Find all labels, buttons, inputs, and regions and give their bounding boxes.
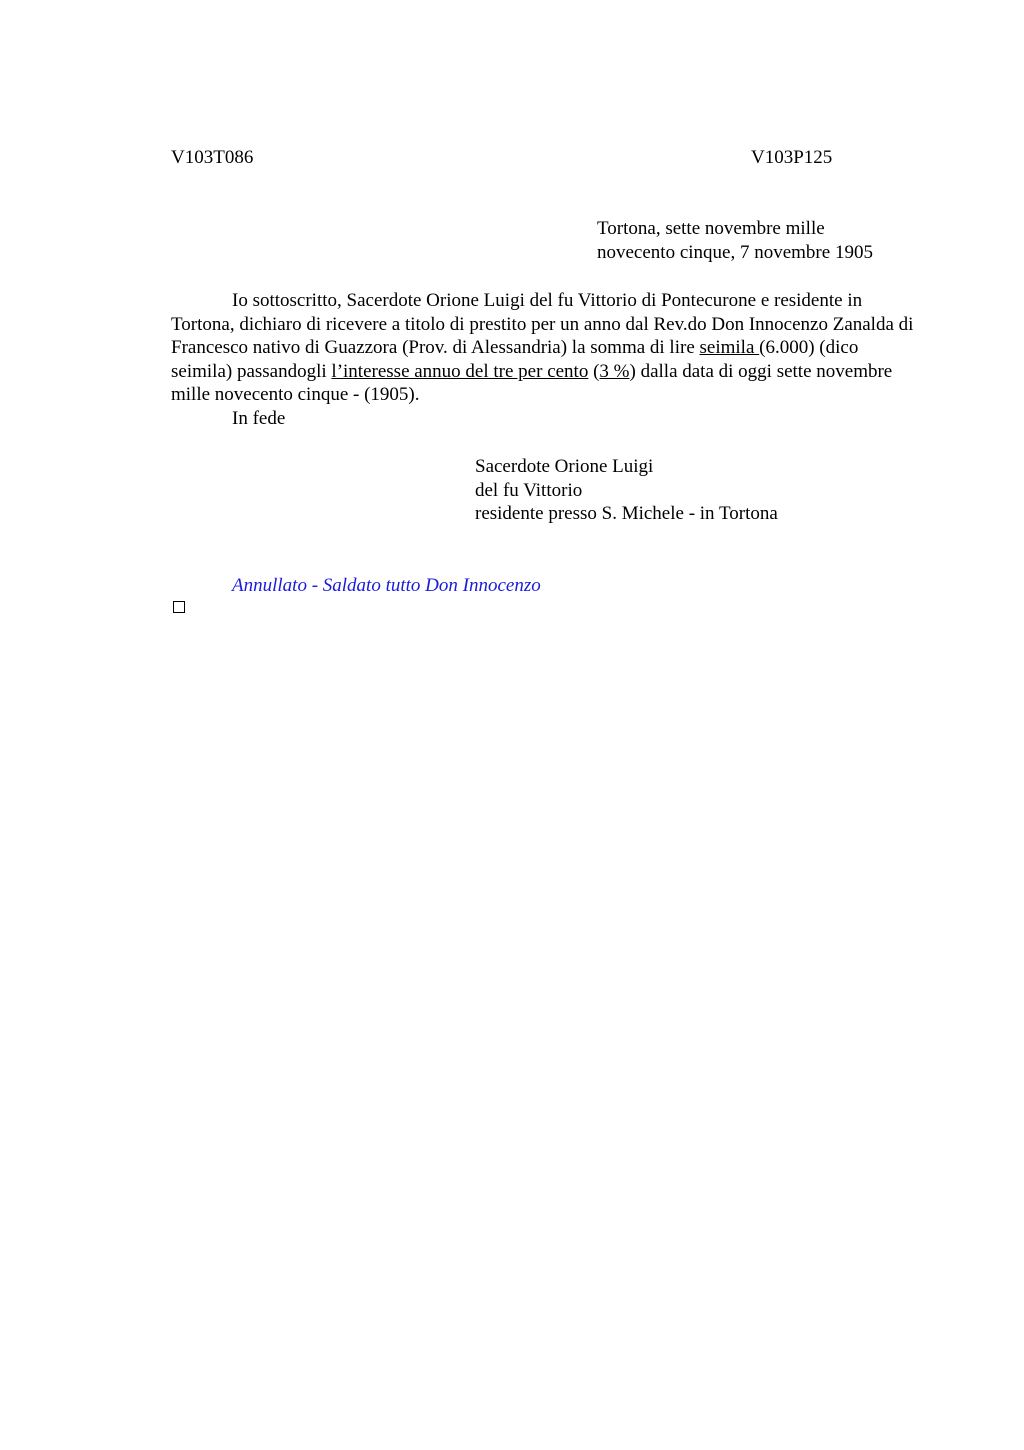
main-paragraph bbox=[171, 289, 921, 407]
signature-line-1: Sacerdote Orione Luigi bbox=[475, 456, 654, 477]
closing-in-fede: In fede bbox=[232, 407, 286, 429]
amount-underlined: seimila bbox=[699, 337, 760, 359]
signature-line-3: residente presso S. Michele - in Tortona bbox=[475, 503, 778, 525]
paragraph-part-a: Io sottoscritto, Sacerdote Orione Luigi del fu Vittorio di Pontecurone e residente in Tortona, dichiaro di ricevere a titolo di prestito per un anno dal Rev.do Don Innocenzo Zanalda di Francesco nativo di Guazzora (Prov. di Alessandria) la somma di lire bbox=[171, 290, 914, 359]
empty-checkbox-icon bbox=[173, 601, 185, 613]
paragraph-part-b: (6.000) (dico seimila) passandogli bbox=[171, 337, 859, 382]
date-line-2: novecento cinque, 7 novembre 1905 bbox=[597, 241, 873, 263]
date-line-1: Tortona, sette novembre mille bbox=[597, 218, 825, 239]
signature-block bbox=[475, 455, 778, 526]
interest-underlined: l’interesse annuo del tre per cento bbox=[331, 360, 589, 382]
date-block bbox=[597, 217, 873, 264]
rate-underlined: 3 % bbox=[599, 360, 630, 382]
signature-line-2: del fu Vittorio bbox=[475, 479, 583, 501]
body-text bbox=[171, 289, 921, 431]
paragraph-part-c: ( bbox=[588, 360, 600, 382]
document-ref-left: V103T086 bbox=[171, 147, 254, 168]
document-ref-right: V103P125 bbox=[751, 147, 833, 168]
annotation-cancelled: Annullato - Saldato tutto Don Innocenzo bbox=[232, 575, 541, 596]
paragraph-part-d: ) dalla data di oggi sette novembre mille novecento cinque - (1905). bbox=[171, 360, 893, 406]
